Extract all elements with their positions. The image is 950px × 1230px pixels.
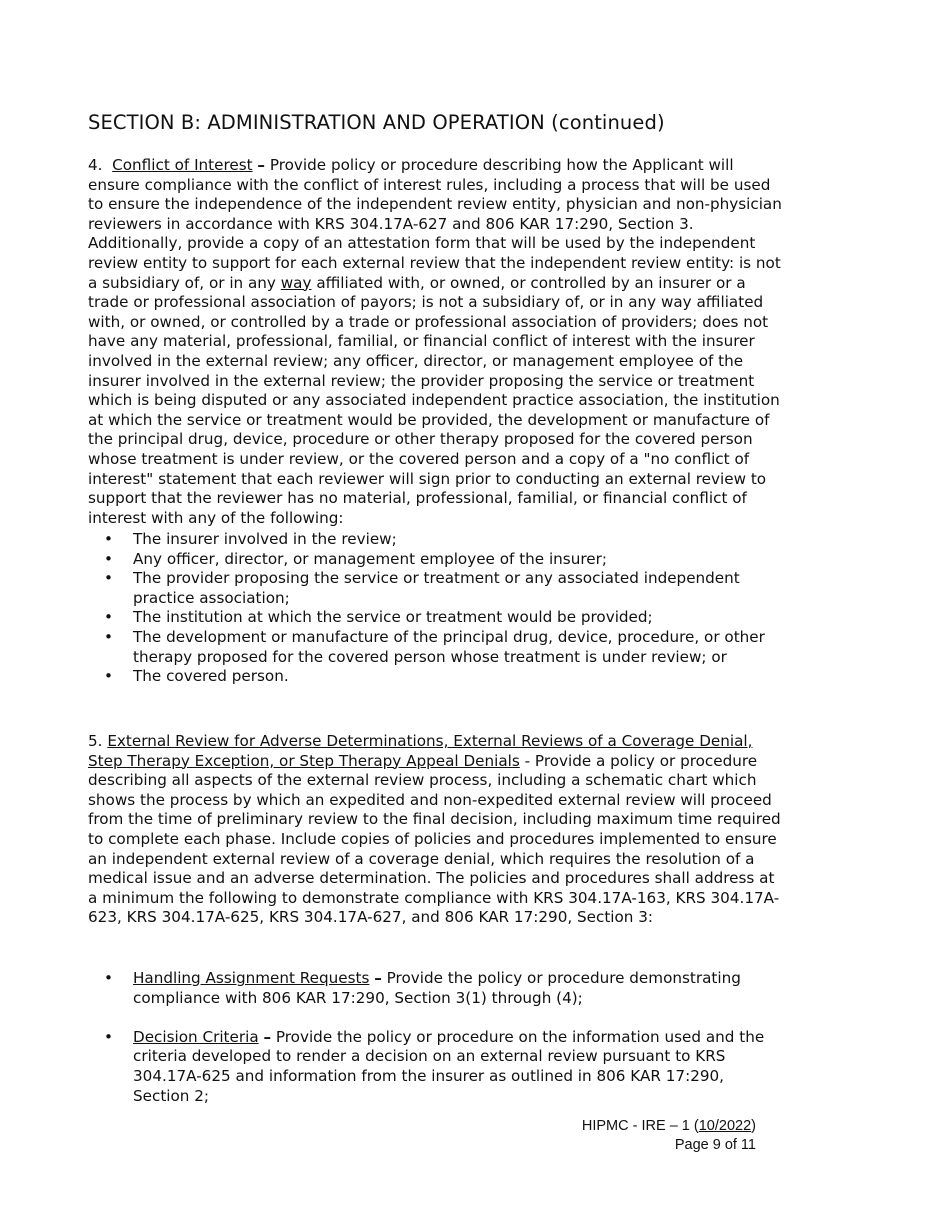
item-5-paragraph xyxy=(88,732,783,928)
item-5-number: 5. xyxy=(88,732,103,750)
bullet-dash: – xyxy=(263,1027,272,1046)
item-4-heading: Conflict of Interest xyxy=(112,156,253,174)
page-number: Page 9 of 11 xyxy=(674,1137,756,1153)
list-item: • The institution at which the service or treatment would be provided; xyxy=(88,608,778,628)
bullet-text: Provide the policy or procedure demonstrating compliance with 806 KAR 17:290, Section 3(1) through (4); xyxy=(133,969,741,1007)
item-4-number: 4. xyxy=(88,156,103,174)
bullet-heading-handling-assignment: Handling Assignment Requests xyxy=(133,969,370,987)
item-4-paragraph xyxy=(88,156,783,528)
item-4-bullet-list xyxy=(88,530,778,687)
form-id: HIPMC - IRE xyxy=(581,1118,666,1134)
list-item: • The development or manufacture of the principal drug, device, procedure, or other therapy proposed for the covered person whose treatment is under review; or xyxy=(88,628,778,667)
form-id-dash: – xyxy=(669,1118,678,1134)
list-item: • The provider proposing the service or treatment or any associated independent practice association; xyxy=(88,569,778,608)
form-id-line: HIPMC - IRE – 1 (10/2022) xyxy=(581,1118,756,1134)
list-item: • The insurer involved in the review; xyxy=(88,530,778,550)
section-title xyxy=(88,111,665,134)
bullet-text: Provide the policy or procedure on the information used and the criteria developed to render a decision on an external review pursuant to KRS 304.17A-625 and information from the insurer as outlined in 806 KAR 17:290, Section 2; xyxy=(133,1027,765,1105)
item-5-bullet-list xyxy=(88,969,778,1106)
form-date: 10/2022 xyxy=(698,1118,752,1134)
page-footer xyxy=(540,1117,756,1155)
list-item: • The covered person. xyxy=(88,667,778,687)
list-item xyxy=(88,1028,778,1106)
section-title-suffix: (continued) xyxy=(551,111,665,134)
form-number: 1 xyxy=(681,1118,690,1134)
section-title-main: SECTION B: ADMINISTRATION AND OPERATION xyxy=(88,111,545,134)
item-5-dash: - xyxy=(524,751,531,770)
item-4-dash: – xyxy=(257,156,266,174)
item-4-body-part1: Provide policy or procedure describing how the Applicant will ensure compliance with the conflict of interest rules, including a process that will be used to ensure the independence of the independent review entity, physician and non-physician reviewers in accordance with KRS 304.17A-627 and 806 KAR 17:290, Section 3. Additionally, provide a copy of an attestation form that will be used by the independent review entity to support for each external review that the independent review entity: is not a subsidiary of, or in any xyxy=(88,156,782,292)
item-5-body: Provide a policy or procedure describing all aspects of the external review process, including a schematic chart which shows the process by which an expedited and non-expedited external review will proceed from the time of preliminary review to the final decision, including maximum time required to complete each phase. Include copies of policies and procedures implemented to ensure an independent external review of a coverage denial, which requires the resolution of a medical issue and an adverse determination. The policies and procedures shall address at a minimum the following to demonstrate compliance with KRS 304.17A-163, KRS 304.17A-623, KRS 304.17A-625, KRS 304.17A-627, and 806 KAR 17:290, Section 3: xyxy=(88,751,781,927)
bullet-heading-decision-criteria: Decision Criteria xyxy=(133,1027,259,1046)
list-item xyxy=(88,969,778,1008)
item-5-heading: External Review for Adverse Determinations, External Reviews of a Coverage Denial, Step Therapy Exception, or Step Therapy Appeal Denials xyxy=(88,732,753,770)
list-item: • Any officer, director, or management employee of the insurer; xyxy=(88,550,778,570)
item-4-body-way: way xyxy=(280,273,312,292)
bullet-dash: – xyxy=(374,969,382,987)
item-4-body-part2: affiliated with, or owned, or controlled by an insurer or a trade or professional association of payors; is not a subsidiary of, or in any way affiliated with, or owned, or controlled by a trade or professional association of providers; does not have any material, professional, familial, or financial conflict of interest with the insurer involved in the external review; any officer, director, or management employee of the insurer involved in the external review; the provider proposing the service or treatment which is being disputed or any associated independent practice association, the institution at which the service or treatment would be provided, the development or manufacture of the principal drug, device, procedure or other therapy proposed for the covered person whose treatment is under review, or the covered person and a copy of a "no conflict of interest" statement that each reviewer will sign prior to conducting an external review to support that the reviewer has no material, professional, familial, or financial conflict of interest with any of the following: xyxy=(88,273,780,527)
